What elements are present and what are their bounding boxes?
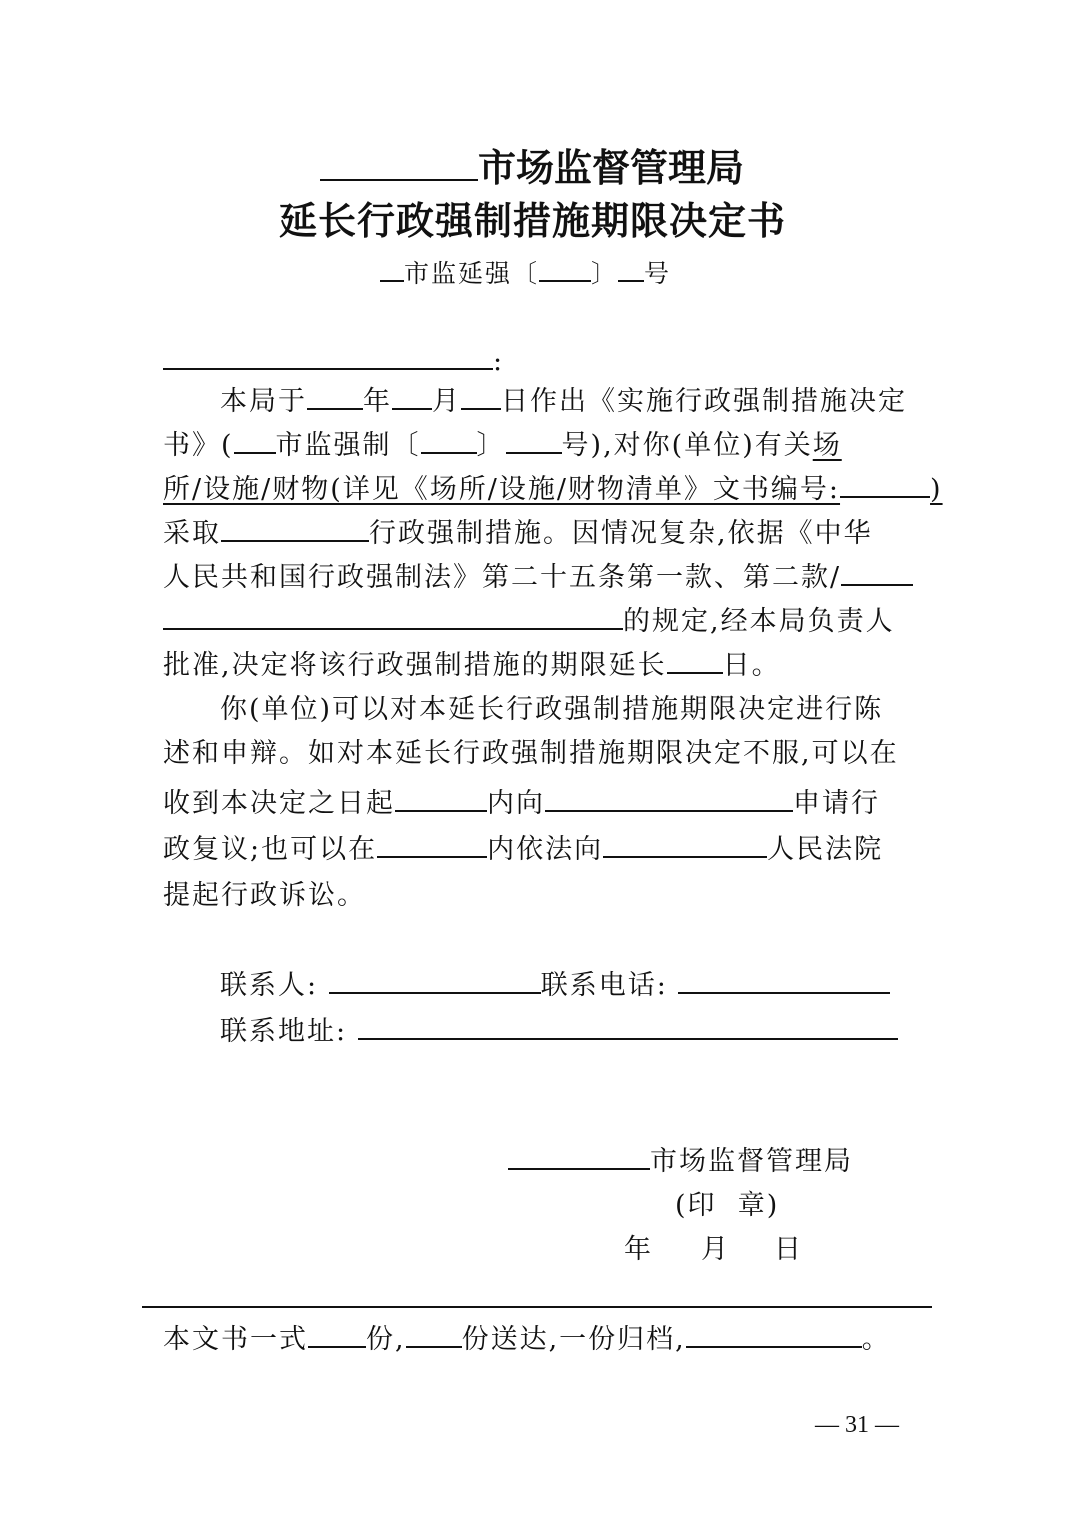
para1-text: 人民共和国行政强制法》第二十五条第一款、第二款/ (163, 562, 842, 593)
para1-line1 (220, 382, 907, 422)
para2-text: 申请行 (793, 788, 880, 819)
para2-line2: 述和申辩。如对本延长行政强制措施期限决定不服,可以在 (163, 738, 899, 769)
para1-text: 号),对你(单位)有关 (561, 430, 813, 461)
contact-address-field[interactable] (358, 1012, 898, 1040)
doc-number-suffix: 号 (644, 259, 672, 288)
footer-text: 本文书一式 (163, 1324, 308, 1355)
prior-doc-year-blank[interactable] (421, 426, 477, 454)
para1-text: 批准,决定将该行政强制措施的期限延长 (163, 650, 667, 681)
para1-text: 市监强制〔 (275, 430, 421, 461)
contact-phone-field[interactable] (678, 966, 890, 994)
para1-line7 (163, 646, 781, 686)
para1-text: 行政强制措施。因情况复杂,依据《中华 (369, 518, 873, 549)
para1-text: 日。 (722, 650, 781, 681)
para1-text: 本局于 (220, 386, 307, 417)
para1-line2 (163, 426, 842, 466)
doc-number-mid: 〕 (591, 259, 619, 288)
contact-person-label: 联系人: (220, 970, 319, 1001)
date-year-label: 年 (624, 1234, 653, 1265)
para1-year-label: 年 (363, 386, 392, 417)
copies-served-blank[interactable] (406, 1320, 462, 1348)
para1-line3 (163, 470, 943, 510)
addressee-line (163, 342, 504, 382)
review-agency-blank[interactable] (545, 784, 793, 812)
para1-underlined-text: ) (930, 474, 943, 505)
bureau-name-blank[interactable] (320, 143, 478, 181)
para1-line6 (163, 602, 895, 642)
footer-note (163, 1320, 891, 1360)
decision-day-blank[interactable] (461, 382, 501, 410)
para2-line5: 提起行政诉讼。 (163, 880, 366, 911)
para1-day-label: 日作出《实施行政强制措施决定 (501, 386, 907, 417)
prior-doc-serial-blank[interactable] (506, 426, 562, 454)
contact-address-label: 联系地址: (220, 1016, 348, 1047)
para1-line4 (163, 514, 873, 554)
document-title-line2: 延长行政强制措施期限决定书 (279, 198, 787, 243)
footer-text: 份, (366, 1324, 406, 1355)
doc-number-year-blank[interactable] (539, 256, 591, 282)
review-period-blank[interactable] (395, 784, 487, 812)
contact-line2 (220, 1012, 898, 1052)
para2-text: 收到本决定之日起 (163, 788, 395, 819)
footer-text: 份送达,一份归档, (461, 1324, 686, 1355)
para2-line4 (163, 830, 883, 870)
contact-person-field[interactable] (329, 966, 541, 994)
inventory-number-blank[interactable] (840, 470, 930, 498)
addressee-blank[interactable] (163, 342, 493, 370)
court-name-blank[interactable] (603, 830, 767, 858)
para1-text: 书》( (163, 430, 234, 461)
footer-divider (142, 1306, 932, 1308)
page-number: — 31 — (815, 1412, 899, 1438)
date-day-label: 日 (774, 1234, 803, 1265)
para1-month-label: 月 (432, 386, 461, 417)
para2-line1: 你(单位)可以对本延长行政强制措施期限决定进行陈 (220, 694, 884, 725)
para1-text: 的规定,经本局负责人 (623, 606, 895, 637)
title-bureau-suffix: 市场监督管理局 (478, 145, 745, 191)
para1-line5 (163, 558, 913, 598)
signature-bureau (508, 1142, 853, 1182)
para2-text: 内依法向 (487, 834, 604, 865)
doc-number-prefix: 市监延强〔 (404, 259, 540, 288)
para1-text: 采取 (163, 518, 221, 549)
footer-text: 。 (861, 1324, 891, 1355)
decision-year-blank[interactable] (307, 382, 363, 410)
lawsuit-period-blank[interactable] (377, 830, 487, 858)
prior-doc-region-blank[interactable] (234, 426, 276, 454)
seal-label: (印 章) (675, 1190, 780, 1221)
other-basis-blank-2[interactable] (163, 602, 623, 630)
decision-month-blank[interactable] (392, 382, 432, 410)
para1-underlined-text: 场 (812, 430, 842, 461)
document-number (380, 254, 671, 294)
para1-text: 〕 (476, 430, 506, 461)
contact-phone-label: 联系电话: (540, 970, 668, 1001)
signature-bureau-blank[interactable] (508, 1142, 650, 1170)
date-month-label: 月 (701, 1234, 730, 1265)
para1-underlined-text: 所/设施/财物(详见《场所/设施/财物清单》文书编号: (163, 474, 841, 505)
doc-number-region-blank[interactable] (380, 256, 404, 282)
contact-line1 (220, 966, 890, 1006)
copies-total-blank[interactable] (308, 1320, 366, 1348)
addressee-colon: : (493, 346, 505, 377)
para2-text: 人民法院 (767, 834, 884, 865)
para2-text: 政复议;也可以在 (163, 834, 378, 865)
document-title-line1 (320, 143, 744, 190)
signature-bureau-suffix: 市场监督管理局 (650, 1146, 853, 1177)
para2-line3 (163, 784, 880, 824)
doc-number-serial-blank[interactable] (618, 256, 644, 282)
extension-days-blank[interactable] (667, 646, 723, 674)
para2-text: 内向 (487, 788, 545, 819)
signature-date (624, 1230, 803, 1270)
other-basis-blank-1[interactable] (841, 558, 913, 586)
measure-type-blank[interactable] (221, 514, 369, 542)
archive-note-blank[interactable] (686, 1320, 862, 1348)
